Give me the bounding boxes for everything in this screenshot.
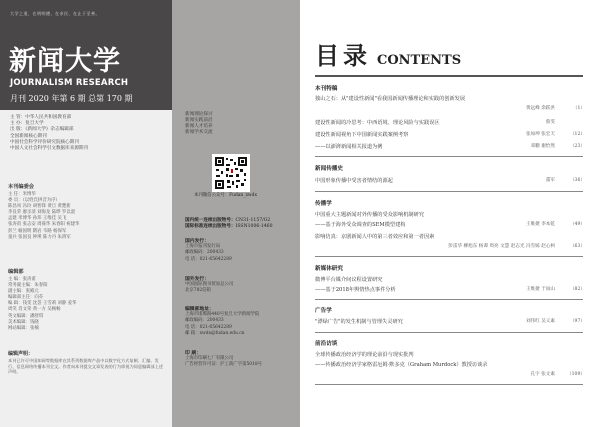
editors-heading: 编辑部: [8, 269, 24, 275]
qr-label: 本刊微信公众号：Fudan_xwdx: [194, 193, 257, 198]
publisher-info: [10, 115, 88, 152]
toc-entry-title: 建设性新闻视角下中国新闻实践案例考察: [315, 132, 409, 138]
toc-entry-page: （36）: [569, 178, 585, 183]
board-line: 童兵 张国良 钟瑛 陈力丹 朱鸿军: [8, 234, 71, 240]
editor-line: 周笑 肖文荣 黄一方 吴畅畅: [8, 307, 61, 313]
toc-entry-title: 中国形象传播中受害者情结的源起: [315, 178, 393, 184]
toc-entry[interactable]: [315, 177, 585, 184]
column-tag: 新闻实践前沿: [185, 118, 213, 123]
toc-entry-title: ——以澎湃新闻相关报道为例: [315, 144, 383, 150]
divider: [315, 299, 583, 300]
divider: [315, 156, 583, 157]
divider: [315, 75, 583, 77]
toc-entry-page: （63）: [569, 244, 585, 249]
editorial-notice: [8, 352, 166, 375]
toc-category: 传播学: [315, 201, 332, 207]
publisher-line: 出 版：《新闻大学》杂志编辑部: [10, 127, 74, 133]
journal-title-en: JOURNALISM RESEARCH: [10, 78, 129, 88]
editor-line: 美术编辑：钱晓: [8, 319, 39, 325]
editor-line: 主 编：张涛甫: [8, 277, 36, 282]
editor-line: 副主编：张殿元: [8, 289, 39, 295]
toc-entry[interactable]: [315, 143, 585, 150]
toc-entry-title[interactable]: 独山之石：从"建设性新闻"看我国新闻传播理论和实践的创新发展: [315, 96, 466, 102]
toc-entry-authors: 董军: [545, 178, 555, 183]
block-line: 邮政编码：200433: [185, 318, 224, 324]
toc-entry-authors: 王唯捷 李本乾: [525, 222, 555, 227]
toc-entry-title[interactable]: 全球传播政治经济学的理论前沿与现实批判: [315, 352, 414, 358]
editorial-board: [8, 183, 79, 241]
toc-entry-page: （12）: [569, 132, 585, 137]
toc-entry[interactable]: [315, 119, 585, 126]
block-heading: 印 刷：: [185, 350, 202, 356]
masthead-column: [0, 0, 172, 427]
editor-line: 编辑部主任：向芬: [8, 295, 44, 301]
editor-line: 编 辑：钱雯 沈荟 王雪莉 刘静 姜华: [8, 301, 77, 307]
qr-code-icon: [212, 154, 250, 192]
block-line: 上海市邯郸路440号复旦大学新闻学院: [185, 312, 260, 318]
slogan: 大学之道，在明明德，在亲民，在止于至善。: [10, 11, 100, 16]
toc-entry-authors: 蔡雯: [545, 120, 555, 125]
column-tag: 新闻理论探讨: [185, 112, 213, 117]
toc-title-cn: 目录: [315, 41, 371, 70]
editorial-office: [8, 268, 76, 332]
editor-line: 英文编辑：潘舒琪: [8, 313, 44, 319]
toc-entry-page: （49）: [569, 222, 585, 227]
toc-entry-authors: 黄远峰 余跃洪: [525, 106, 555, 111]
block-heading: 编辑部地址：: [185, 306, 214, 312]
toc-entry[interactable]: [315, 318, 585, 325]
issn-value: ISSN1006-1460: [235, 224, 273, 230]
toc-entry-title: ——基于海外受众调查的SEM模型建构: [315, 222, 406, 228]
journal-title-cn: 新闻大学: [9, 46, 121, 77]
board-line: 李良荣 廖圣清 刘海龙 陆晔 罗以澄: [8, 210, 76, 216]
column-tag: 新闻学术交流: [185, 130, 213, 135]
block-line: 北京782信箱: [185, 288, 211, 294]
divider: [315, 256, 583, 257]
toc-entry-page: （97）: [569, 319, 585, 324]
toc-entry-page: [563, 119, 585, 126]
toc-entry[interactable]: [315, 221, 585, 228]
board-line: 彭兰 喻国明 隋岩 韦路 杨保军: [8, 228, 67, 234]
toc-category: 广告学: [315, 308, 332, 314]
toc-title-en: CONTENTS: [377, 53, 462, 68]
toc-entry[interactable]: [315, 286, 585, 293]
toc-entry-meta: [315, 105, 585, 111]
publisher-line: 中国人文社会科学引文数据库来源期刊: [10, 146, 89, 152]
column-tag: 新闻人才培养: [185, 124, 213, 129]
divider: [315, 384, 583, 385]
publisher-line: 中国社会科学评价研究院核心期刊: [10, 139, 79, 145]
block-line: 上海市印刷七厂有限公司: [185, 356, 234, 362]
block-heading: 国外发行：: [185, 276, 209, 282]
toc-entry-title: "漂绿广告"的发生机制与管理失灵研究: [315, 319, 403, 325]
board-line: 张涛甫 张志安 周葆华 朱春阳 祝建华: [8, 222, 80, 228]
toc-entry-title[interactable]: 微博平台媒介间议程设置研究: [315, 277, 383, 283]
block-line: 电 话：021-65642289: [185, 256, 232, 262]
board-line: 陈昌凤 冯玲 胡智锋 黄旦 黄楚新: [8, 204, 71, 210]
toc-entry-authors: 彭雷华 柳旭东 杨谭 周亮 文慧 赵志光 冯雪嫣 赵心柯: [448, 244, 555, 249]
block-line: 邮政编码：200433: [185, 250, 224, 256]
toc-entry-title[interactable]: 中国重大主题新闻对外传播的受众影响机制研究: [315, 212, 424, 218]
board-heading: 本刊编委会: [8, 184, 34, 190]
domestic-distribution: [185, 238, 232, 263]
issn-info: [185, 218, 273, 230]
toc-category: 新闻传播史: [315, 166, 343, 172]
issn-key: 国际标准连续出版物号：: [185, 224, 236, 230]
toc-entry-page: （109）: [567, 372, 585, 377]
table-of-contents: [300, 0, 600, 427]
toc-entry-page: （82）: [569, 287, 585, 292]
block-heading: 国内发行：: [185, 238, 209, 244]
column-tags: [185, 112, 213, 136]
notice-heading: 编辑声明：: [8, 351, 34, 357]
masthead: [0, 0, 172, 110]
board-line: 主 任：米博华: [8, 192, 36, 197]
issue-number: 月刊 2020 年第 6 期 总第 170 期: [10, 94, 133, 103]
block-line: 邮 箱：xwdx@fudan.edu.cn: [185, 330, 245, 336]
toc-entry-authors: 刘伟红 吴义素: [525, 319, 555, 324]
toc-entry-meta: [315, 371, 585, 377]
toc-entry-page: （1）: [572, 106, 585, 111]
divider: [315, 191, 583, 192]
editorial-address: [185, 306, 259, 337]
foreign-distribution: [185, 276, 233, 295]
editor-line: 常务副主编：朱春阳: [8, 283, 48, 289]
toc-entry-title: 建设性新闻的冷思考：中西语境、理论风险与实践误区: [315, 120, 440, 126]
block-line: 上海市报刊发行局: [185, 244, 221, 250]
toc-category: 前沿访谈: [315, 341, 338, 347]
toc-category: 新媒体研究: [315, 266, 343, 272]
toc-entry-authors: 孔宇 张文素: [530, 372, 555, 377]
toc-entry[interactable]: [315, 131, 585, 138]
divider: [315, 332, 583, 333]
issn-line: [185, 224, 273, 230]
block-line: 中国国际图书贸易总公司: [185, 282, 234, 288]
toc-entry-meta: [315, 243, 585, 249]
toc-entry-authors: 邓鹏 谢怡然: [530, 144, 555, 149]
toc-heading: [315, 36, 461, 71]
editor-line: 网站编辑：张楠: [8, 325, 39, 331]
block-line: 电 话：021-65642289: [185, 324, 232, 330]
board-line: 孟建 米博华 孙玮 王维佳 吴飞: [8, 216, 67, 222]
issn-value: CN31-1157/G2: [235, 218, 271, 223]
publisher-line: 主 管：中华人民共和国教育部: [10, 115, 72, 120]
notice-text: 本刊已许可中国知网等数据库在其系列数据库产品中以数字化方式复制、汇编、发行、信息网络传播本刊全文。作者向本刊提交文章发表的行为即视为同意编辑部上述声明。: [8, 357, 163, 375]
info-column: [172, 0, 300, 427]
toc-entry-authors: 王维捷 于雨山: [525, 287, 555, 292]
board-line: 委 员：（以姓氏拼音为序）: [8, 198, 60, 204]
toc-entry-title[interactable]: 影响仿真：京剧新闻人中的第三者效应和第一者因素: [315, 234, 435, 240]
issn-key: 国内统一连续出版物号：: [185, 218, 236, 223]
toc-entry-title: ——基于2018年舆情热点事件分析: [315, 287, 396, 293]
toc-entry-subtitle[interactable]: ——传播政治经济学家格雷厄姆·默多克（Graham Murdock）教授访谈录: [315, 362, 488, 368]
toc-entry-authors: 张如坤 张宏天: [525, 132, 555, 137]
printing-info: [185, 350, 262, 369]
block-line: 广告经营许可证：沪工商广字第5018号: [185, 362, 263, 368]
publisher-line: 主 办：复旦大学: [10, 121, 44, 127]
toc-entry-page: （23）: [569, 144, 585, 149]
publisher-line: 全国新闻核心期刊: [10, 133, 47, 139]
toc-category: 本刊特稿: [315, 86, 338, 92]
